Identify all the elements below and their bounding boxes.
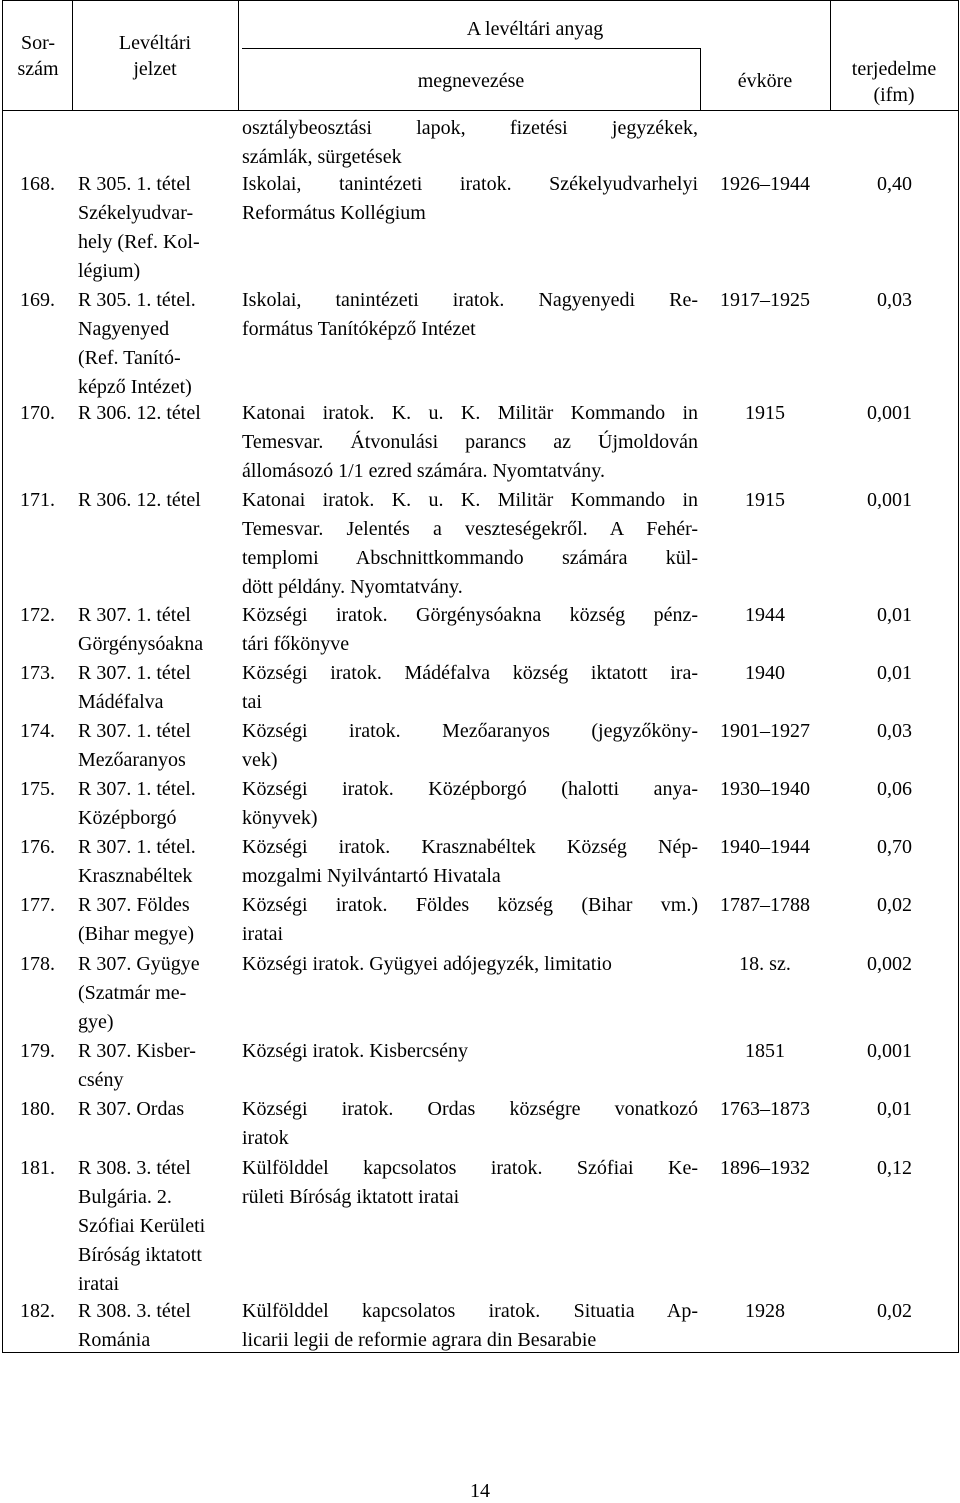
reference-line: R 307. 1. tétel xyxy=(78,604,191,626)
description-line: Községi iratok. Kisbercsény xyxy=(242,1040,469,1062)
reference-line: (Bihar megye) xyxy=(78,923,195,945)
description-line: számlák, sürgetések xyxy=(242,146,402,168)
reference-line: R 308. 3. tétel xyxy=(78,1157,191,1179)
row-archive-reference xyxy=(78,1037,238,1095)
row-number: 176. xyxy=(20,836,55,858)
row-extent: 0,02 xyxy=(877,894,912,916)
reference-line: csény xyxy=(78,1069,124,1091)
description-line: formátus Tanítóképző Intézet xyxy=(242,318,476,340)
row-archive-reference xyxy=(78,950,238,1037)
row-archive-reference xyxy=(78,399,238,428)
reference-line: R 307. Földes xyxy=(78,894,190,916)
row-archive-reference xyxy=(78,286,238,402)
reference-line: Mezőaranyos xyxy=(78,749,186,771)
reference-line: R 307. 1. tétel xyxy=(78,720,191,742)
description-line: iratai xyxy=(242,923,284,945)
reference-line: Románia xyxy=(78,1329,151,1351)
row-number: 170. xyxy=(20,402,55,424)
row-extent: 0,01 xyxy=(877,662,912,684)
description-line: Községi iratok. Ordas községre vonatkozó xyxy=(242,1098,698,1120)
row-number: 172. xyxy=(20,604,55,626)
row-extent: 0,001 xyxy=(867,402,912,424)
reference-line: Görgénysóakna xyxy=(78,633,204,655)
row-year-range: 1915 xyxy=(745,489,785,511)
header-col-num: Sor- szám xyxy=(17,32,59,80)
header-col-ext: terjedelme (ifm) xyxy=(851,58,937,106)
row-year-range: 1917–1925 xyxy=(720,289,810,311)
row-number: 177. xyxy=(20,894,55,916)
description-line: Temesvar. Jelentés a veszteségekről. A Fehér- xyxy=(242,518,698,540)
reference-line: R 307. 1. tétel. xyxy=(78,778,196,800)
row-description xyxy=(242,1154,698,1212)
row-extent: 0,01 xyxy=(877,604,912,626)
reference-line: R 307. Ordas xyxy=(78,1098,185,1120)
row-number: 179. xyxy=(20,1040,55,1062)
row-year-range: 1944 xyxy=(745,604,785,626)
description-line: mozgalmi Nyilvántartó Hivatala xyxy=(242,865,501,887)
row-number: 171. xyxy=(20,489,55,511)
row-archive-reference xyxy=(78,601,238,659)
row-year-range: 1851 xyxy=(745,1040,785,1062)
row-description xyxy=(242,114,698,172)
table-right-border xyxy=(958,0,959,1353)
header-col-desc: megnevezése xyxy=(417,70,525,92)
description-line: Református Kollégium xyxy=(242,202,426,224)
description-line: Községi iratok. Krasznabéltek Község Nép- xyxy=(242,836,698,858)
description-line: Községi iratok. Földes község (Bihar vm.) xyxy=(242,894,698,916)
row-year-range: 1940 xyxy=(745,662,785,684)
row-year-range: 1940–1944 xyxy=(720,836,810,858)
row-year-range: 1928 xyxy=(745,1300,785,1322)
row-number: 174. xyxy=(20,720,55,742)
col-divider-num xyxy=(72,0,73,110)
row-archive-reference xyxy=(78,1095,238,1124)
row-extent: 0,001 xyxy=(867,1040,912,1062)
row-year-range: 1787–1788 xyxy=(720,894,810,916)
header-bottom-border xyxy=(2,110,958,111)
row-year-range: 1926–1944 xyxy=(720,173,810,195)
description-line: Katonai iratok. K. u. K. Militär Kommando in xyxy=(242,402,698,424)
reference-line: R 307. Kisber- xyxy=(78,1040,196,1062)
description-line: osztálybeosztási lapok, fizetési jegyzékek, xyxy=(242,117,698,139)
description-line: Községi iratok. Középborgó (halotti anya- xyxy=(242,778,698,800)
reference-line: légium) xyxy=(78,260,141,282)
description-line: vek) xyxy=(242,749,278,771)
row-archive-reference xyxy=(78,717,238,775)
reference-line: hely (Ref. Kol- xyxy=(78,231,200,253)
row-number: 178. xyxy=(20,953,55,975)
reference-line: (Ref. Tanító- xyxy=(78,347,181,369)
group-header-underline xyxy=(242,48,700,49)
description-line: Községi iratok. Mádéfalva község iktatott ira- xyxy=(242,662,698,684)
row-year-range: 18. sz. xyxy=(739,953,791,975)
row-number: 175. xyxy=(20,778,55,800)
reference-line: Bíróság iktatott xyxy=(78,1244,202,1266)
row-description xyxy=(242,950,698,979)
row-description xyxy=(242,399,698,486)
reference-line: R 307. 1. tétel. xyxy=(78,836,196,858)
row-number: 169. xyxy=(20,289,55,311)
reference-line: R 307. Gyügye xyxy=(78,953,200,975)
description-line: Temesvar. Átvonulási parancs az Újmoldován xyxy=(242,431,698,453)
row-description xyxy=(242,717,698,775)
row-archive-reference xyxy=(78,833,238,891)
row-description xyxy=(242,286,698,344)
description-line: Külfölddel kapcsolatos iratok. Situatia Ap- xyxy=(242,1300,698,1322)
reference-line: Nagyenyed xyxy=(78,318,170,340)
header-col-year: évköre xyxy=(737,70,793,92)
reference-line: (Szatmár me- xyxy=(78,982,187,1004)
reference-line: R 308. 3. tétel xyxy=(78,1300,191,1322)
col-divider-desc xyxy=(700,48,701,110)
row-archive-reference xyxy=(78,170,238,286)
row-extent: 0,01 xyxy=(877,1098,912,1120)
reference-line: iratai xyxy=(78,1273,120,1295)
col-divider-year xyxy=(830,0,831,110)
row-year-range: 1763–1873 xyxy=(720,1098,810,1120)
reference-line: R 305. 1. tétel xyxy=(78,173,191,195)
row-year-range: 1896–1932 xyxy=(720,1157,810,1179)
description-line: Községi iratok. Gyügyei adójegyzék, limitatio xyxy=(242,953,612,975)
description-line: állomásozó 1/1 ezred számára. Nyomtatvány. xyxy=(242,460,606,482)
row-description xyxy=(242,1095,698,1153)
row-number: 182. xyxy=(20,1300,55,1322)
col-divider-ref xyxy=(238,0,239,110)
description-line: Iskolai, tanintézeti iratok. Nagyenyedi Re- xyxy=(242,289,698,311)
reference-line: Bulgária. 2. xyxy=(78,1186,172,1208)
description-line: iratok xyxy=(242,1127,289,1149)
reference-line: R 305. 1. tétel. xyxy=(78,289,196,311)
row-archive-reference xyxy=(78,891,238,949)
description-line: Külfölddel kapcsolatos iratok. Szófiai Ke- xyxy=(242,1157,698,1179)
description-line: könyvek) xyxy=(242,807,318,829)
row-description xyxy=(242,891,698,949)
reference-line: R 307. 1. tétel xyxy=(78,662,191,684)
row-extent: 0,70 xyxy=(877,836,912,858)
row-description xyxy=(242,170,698,228)
description-line: rületi Bíróság iktatott iratai xyxy=(242,1186,460,1208)
description-line: licarii legii de reformie agrara din Besarabie xyxy=(242,1329,597,1351)
row-extent: 0,02 xyxy=(877,1300,912,1322)
row-extent: 0,03 xyxy=(877,289,912,311)
description-line: Iskolai, tanintézeti iratok. Székelyudvarhelyi xyxy=(242,173,698,195)
description-line: Községi iratok. Mezőaranyos (jegyzőköny- xyxy=(242,720,698,742)
row-year-range: 1915 xyxy=(745,402,785,424)
table-left-border xyxy=(2,0,3,1353)
row-description xyxy=(242,775,698,833)
row-extent: 0,03 xyxy=(877,720,912,742)
description-line: tai xyxy=(242,691,262,713)
reference-line: gye) xyxy=(78,1011,114,1033)
table-top-border xyxy=(2,0,958,1)
row-description xyxy=(242,1297,698,1355)
row-extent: 0,002 xyxy=(867,953,912,975)
row-description xyxy=(242,1037,698,1066)
row-archive-reference xyxy=(78,659,238,717)
row-extent: 0,001 xyxy=(867,489,912,511)
reference-line: R 306. 12. tétel xyxy=(78,402,201,424)
description-line: Katonai iratok. K. u. K. Militär Kommando in xyxy=(242,489,698,511)
reference-line: Szófiai Kerületi xyxy=(78,1215,206,1237)
reference-line: Székelyudvar- xyxy=(78,202,194,224)
header-col-ref: Levéltári jelzet xyxy=(118,32,192,80)
row-year-range: 1901–1927 xyxy=(720,720,810,742)
row-extent: 0,40 xyxy=(877,173,912,195)
reference-line: Krasznabéltek xyxy=(78,865,193,887)
row-year-range: 1930–1940 xyxy=(720,778,810,800)
row-archive-reference xyxy=(78,775,238,833)
header-group: A levéltári anyag xyxy=(466,18,604,40)
description-line: Községi iratok. Görgénysóakna község pénz- xyxy=(242,604,698,626)
row-number: 180. xyxy=(20,1098,55,1120)
description-line: tári főkönyve xyxy=(242,633,350,655)
row-extent: 0,12 xyxy=(877,1157,912,1179)
row-description xyxy=(242,659,698,717)
row-archive-reference xyxy=(78,1297,238,1355)
reference-line: R 306. 12. tétel xyxy=(78,489,201,511)
page-number: 14 xyxy=(470,1480,490,1502)
row-description xyxy=(242,833,698,891)
row-extent: 0,06 xyxy=(877,778,912,800)
description-line: dött példány. Nyomtatvány. xyxy=(242,576,463,598)
row-number: 168. xyxy=(20,173,55,195)
description-line: templomi Abschnittkommando számára kül- xyxy=(242,547,698,569)
reference-line: Mádéfalva xyxy=(78,691,164,713)
reference-line: Középborgó xyxy=(78,807,177,829)
row-description xyxy=(242,486,698,602)
reference-line: képző Intézet) xyxy=(78,376,192,398)
row-number: 181. xyxy=(20,1157,55,1179)
row-archive-reference xyxy=(78,1154,238,1299)
row-number: 173. xyxy=(20,662,55,684)
row-description xyxy=(242,601,698,659)
row-archive-reference xyxy=(78,486,238,515)
